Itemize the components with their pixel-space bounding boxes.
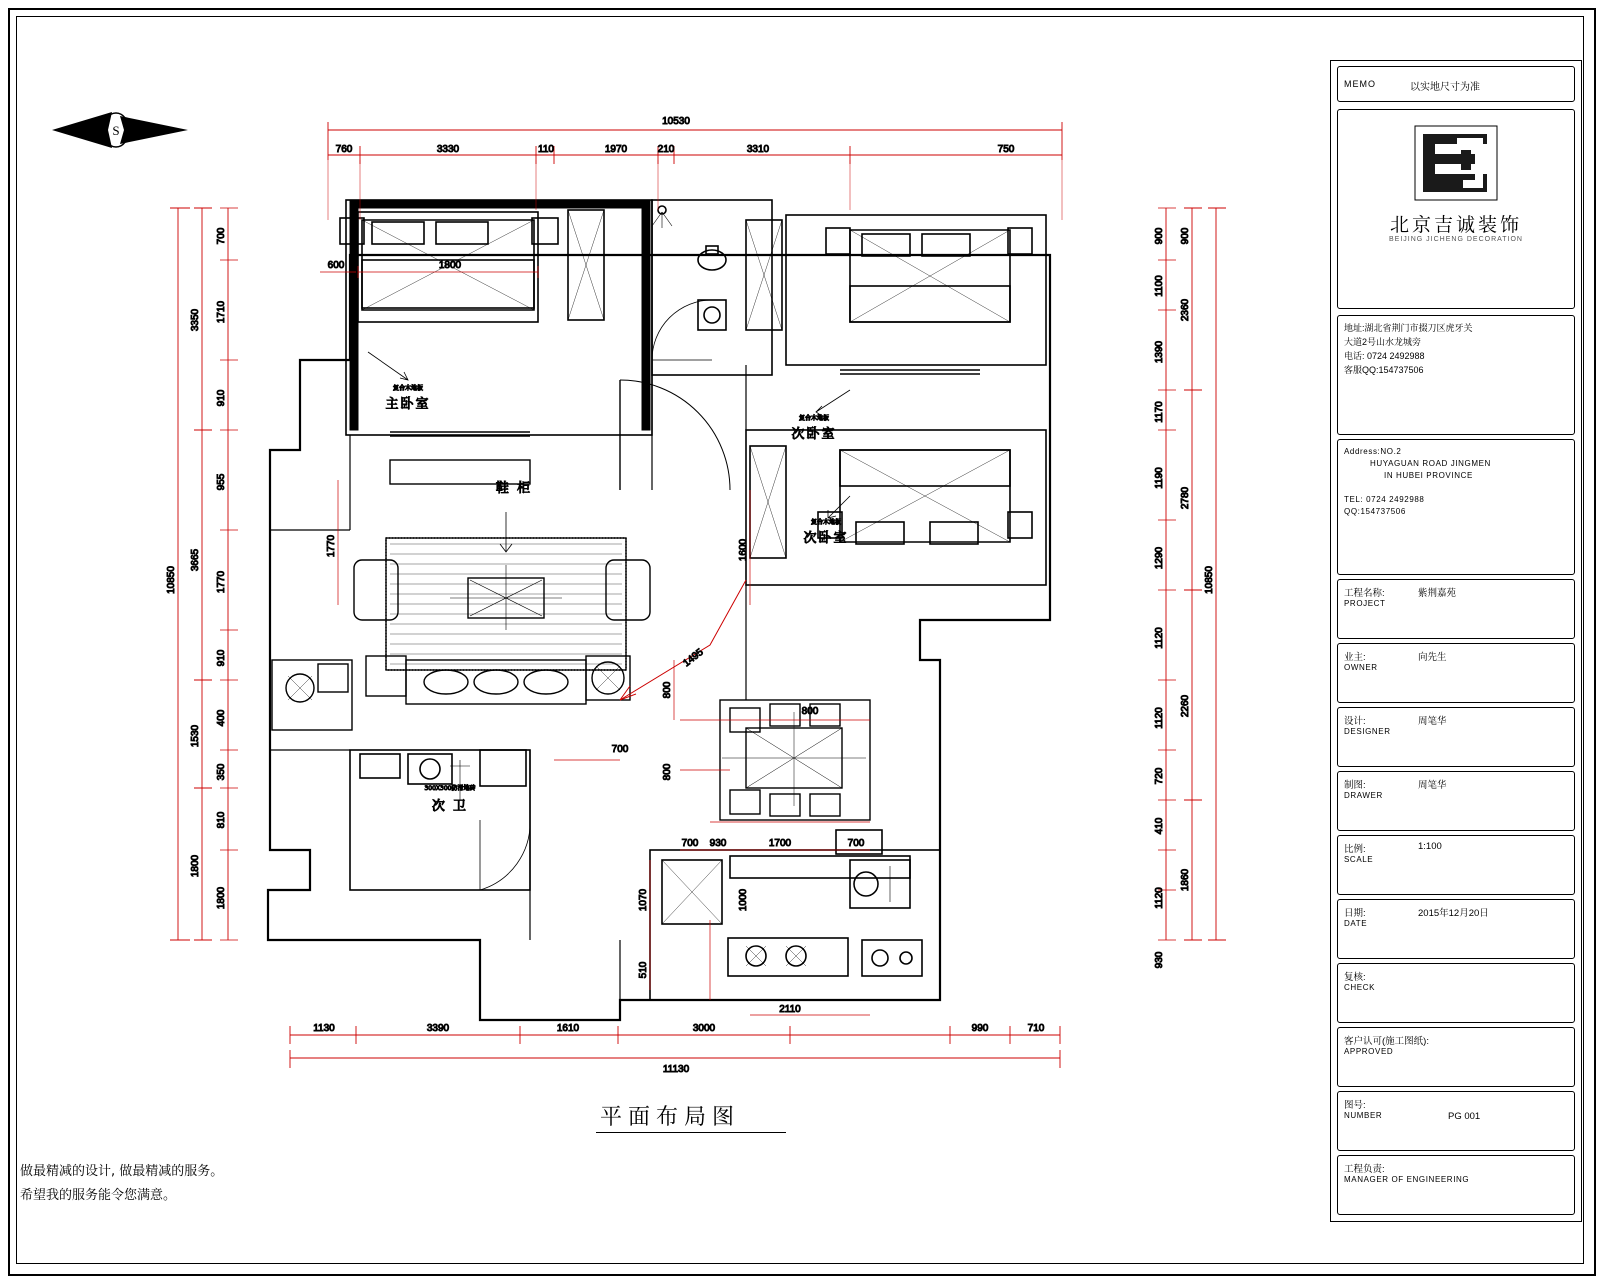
svg-text:800: 800	[662, 681, 673, 699]
field-project-label: 工程名称:	[1344, 588, 1385, 599]
svg-text:720: 720	[1154, 767, 1165, 785]
svg-text:3350: 3350	[190, 308, 201, 332]
svg-text:910: 910	[216, 649, 227, 667]
field-date-label: 日期:	[1344, 908, 1366, 919]
svg-text:710: 710	[1027, 1023, 1045, 1034]
field-date-value: 2015年12月20日	[1418, 908, 1489, 919]
title-block	[1330, 60, 1582, 1222]
svg-text:1770: 1770	[326, 534, 337, 558]
field-manager-label-en: MANAGER OF ENGINEERING	[1344, 1175, 1470, 1184]
svg-text:1800: 1800	[216, 886, 227, 910]
field-date	[1337, 899, 1575, 959]
svg-text:3390: 3390	[426, 1023, 450, 1034]
slogan	[20, 1160, 223, 1208]
field-designer-label-en: DESIGNER	[1344, 727, 1391, 736]
svg-text:3000: 3000	[692, 1023, 716, 1034]
field-owner-value: 向先生	[1418, 652, 1447, 663]
field-manager-label: 工程负责:	[1344, 1164, 1385, 1175]
svg-text:930: 930	[1154, 951, 1165, 969]
drawing-title-underline	[596, 1132, 786, 1133]
svg-text:810: 810	[216, 811, 227, 829]
svg-text:1700: 1700	[768, 838, 792, 849]
svg-text:410: 410	[1154, 817, 1165, 835]
company-contact-cn	[1337, 315, 1575, 435]
svg-text:910: 910	[216, 389, 227, 407]
svg-text:800: 800	[662, 763, 673, 781]
svg-text:600: 600	[327, 260, 345, 271]
svg-text:1530: 1530	[190, 724, 201, 748]
field-owner	[1337, 643, 1575, 703]
company-name-cn: 北京吉诚装饰	[1389, 214, 1522, 236]
company-name-en: BEIJING JICHENG DECORATION	[1389, 236, 1523, 243]
svg-text:350: 350	[216, 763, 227, 781]
svg-text:11130: 11130	[662, 1064, 690, 1075]
svg-text:1860: 1860	[1180, 868, 1191, 892]
field-owner-label: 业主:	[1344, 652, 1366, 663]
tel-en: TEL: 0724 2492988	[1344, 495, 1425, 504]
svg-text:10850: 10850	[1204, 566, 1215, 594]
company-contact-en	[1337, 439, 1575, 575]
memo-value: 以实地尺寸为准	[1410, 82, 1480, 93]
svg-text:3310: 3310	[746, 144, 770, 155]
field-drawer	[1337, 771, 1575, 831]
svg-text:主卧室: 主卧室	[385, 397, 431, 412]
svg-text:1190: 1190	[1154, 467, 1165, 489]
svg-text:鞋 柜: 鞋 柜	[495, 481, 533, 496]
svg-text:930: 930	[709, 838, 727, 849]
svg-text:1000: 1000	[738, 888, 749, 912]
field-check-label: 复核:	[1344, 972, 1366, 983]
svg-text:1710: 1710	[216, 300, 227, 324]
svg-text:110: 110	[538, 144, 554, 155]
svg-text:2110: 2110	[779, 1004, 801, 1015]
field-drawer-label-en: DRAWER	[1344, 791, 1383, 800]
company-logo-box	[1337, 109, 1575, 309]
svg-text:3330: 3330	[436, 144, 460, 155]
field-approved-label-en: APPROVED	[1344, 1047, 1394, 1056]
svg-text:复合木地板: 复合木地板	[798, 415, 830, 422]
field-scale-value: 1:100	[1418, 841, 1442, 852]
svg-text:300X300防滑地砖: 300X300防滑地砖	[424, 785, 476, 792]
slogan-line-1: 做最精减的设计, 做最精减的服务。	[20, 1164, 224, 1179]
svg-text:800: 800	[801, 706, 819, 717]
slogan-line-2: 希望我的服务能令您满意。	[20, 1188, 177, 1203]
floor-plan-drawing	[150, 60, 1280, 1140]
svg-text:1970: 1970	[604, 144, 628, 155]
field-approved-label: 客户认可(施工图纸):	[1344, 1036, 1429, 1047]
svg-text:2780: 2780	[1180, 486, 1191, 510]
field-number-label: 图号:	[1344, 1100, 1366, 1111]
svg-text:1130: 1130	[313, 1023, 335, 1034]
company-logo-icon	[1413, 124, 1499, 202]
field-number	[1337, 1091, 1575, 1151]
field-owner-label-en: OWNER	[1344, 663, 1378, 672]
field-number-value: PG 001	[1448, 1111, 1481, 1122]
qq-en: QQ:154737506	[1344, 507, 1406, 516]
field-project-label-en: PROJECT	[1344, 599, 1386, 608]
svg-text:1770: 1770	[216, 570, 227, 594]
svg-text:1800: 1800	[438, 260, 462, 271]
svg-text:1100: 1100	[1154, 275, 1165, 297]
svg-text:10850: 10850	[166, 566, 177, 594]
field-scale	[1337, 835, 1575, 895]
svg-text:400: 400	[216, 709, 227, 727]
svg-text:990: 990	[971, 1023, 989, 1034]
field-designer-value: 周笔华	[1418, 716, 1447, 727]
svg-text:1120: 1120	[1154, 707, 1165, 729]
field-scale-label: 比例:	[1344, 844, 1366, 855]
svg-text:1800: 1800	[190, 854, 201, 878]
svg-text:2360: 2360	[1180, 298, 1191, 322]
svg-text:700: 700	[611, 744, 629, 755]
svg-text:210: 210	[657, 144, 675, 155]
svg-text:S: S	[112, 123, 120, 138]
address-en-line-1: Address:NO.2	[1344, 447, 1402, 456]
svg-text:700: 700	[847, 838, 865, 849]
field-check	[1337, 963, 1575, 1023]
field-drawer-label: 制图:	[1344, 780, 1366, 791]
svg-text:次卧室: 次卧室	[803, 531, 849, 546]
svg-text:1600: 1600	[738, 538, 749, 562]
svg-text:次 卫: 次 卫	[431, 799, 469, 814]
svg-text:1290: 1290	[1154, 546, 1165, 570]
svg-text:1070: 1070	[638, 888, 649, 912]
svg-text:2260: 2260	[1180, 694, 1191, 718]
field-check-label-en: CHECK	[1344, 983, 1376, 992]
svg-text:10530: 10530	[662, 116, 690, 127]
svg-text:700: 700	[681, 838, 699, 849]
memo-row	[1337, 66, 1575, 102]
svg-text:955: 955	[216, 473, 227, 491]
field-approved	[1337, 1027, 1575, 1087]
svg-text:1610: 1610	[556, 1023, 580, 1034]
qq-cn: 客服QQ:154737506	[1344, 365, 1424, 375]
memo-label: MEMO	[1344, 79, 1376, 89]
svg-text:次卧室: 次卧室	[791, 427, 837, 442]
svg-text:1120: 1120	[1154, 887, 1165, 909]
address-en-line-2: HUYAGUAN ROAD JINGMEN	[1370, 459, 1491, 468]
field-manager	[1337, 1155, 1575, 1215]
svg-text:复合木地板: 复合木地板	[810, 519, 842, 526]
field-designer-label: 设计:	[1344, 716, 1366, 727]
svg-text:1390: 1390	[1154, 340, 1165, 364]
svg-text:750: 750	[997, 144, 1015, 155]
field-designer	[1337, 707, 1575, 767]
field-scale-label-en: SCALE	[1344, 855, 1374, 864]
field-drawer-value: 周笔华	[1418, 780, 1447, 791]
address-cn-line-1: 地址:湖北省荆门市掇刀区虎牙关	[1344, 323, 1473, 333]
svg-text:1120: 1120	[1154, 627, 1165, 649]
field-number-label-en: NUMBER	[1344, 1111, 1383, 1120]
svg-text:900: 900	[1180, 227, 1191, 245]
address-en-line-3: IN HUBEI PROVINCE	[1384, 471, 1473, 480]
svg-text:700: 700	[216, 227, 227, 245]
svg-text:900: 900	[1154, 227, 1165, 245]
field-project	[1337, 579, 1575, 639]
svg-text:510: 510	[638, 961, 649, 979]
drawing-title: 平面布局图	[600, 1105, 741, 1130]
svg-text:1495: 1495	[681, 646, 706, 670]
address-cn-line-2: 大道2号山水龙城旁	[1344, 337, 1422, 347]
svg-text:复合木地板: 复合木地板	[392, 385, 424, 392]
field-date-label-en: DATE	[1344, 919, 1368, 928]
field-project-value: 紫荆嘉苑	[1418, 588, 1457, 599]
tel-cn: 电话: 0724 2492988	[1344, 351, 1425, 361]
svg-text:1170: 1170	[1154, 401, 1165, 423]
svg-text:3665: 3665	[190, 548, 201, 572]
svg-text:760: 760	[335, 144, 353, 155]
